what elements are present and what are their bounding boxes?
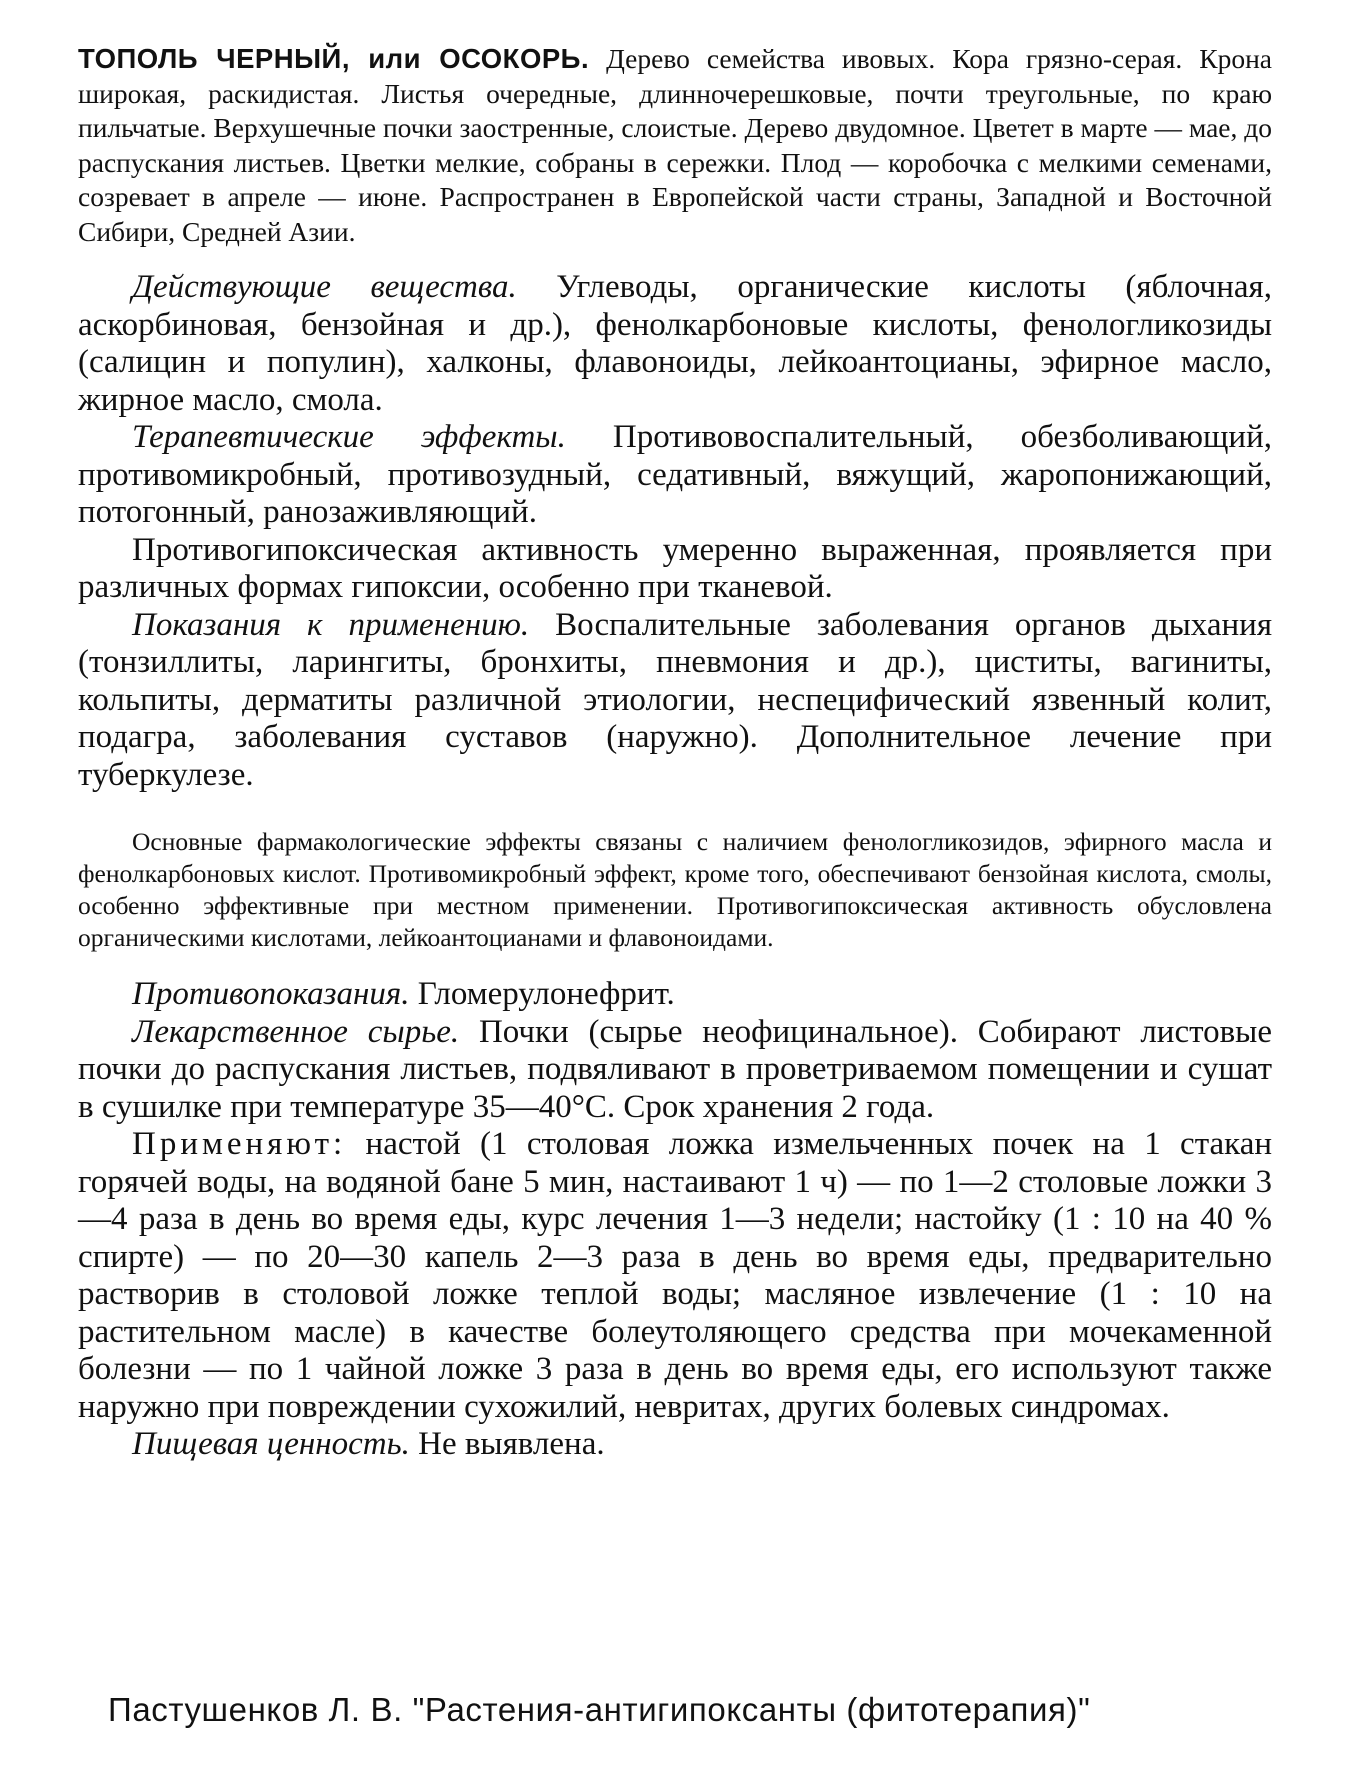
pharmacology-note-text: Основные фармакологические эффекты связаны с наличием фенологликозидов, эфирного масла и фенолкарбоновых кислот. Противомикробный эффект, кроме того, обеспечивают бензойная кислота, смолы, особенно эффективные при местном применении. Противогипоксическая активность обусловлена органическими кислотами, лейкоантоцианами и флавоноидами. (78, 827, 1272, 952)
raw-material-heading: Лекарственное сырье. (132, 1013, 460, 1050)
raw-material-paragraph (78, 1014, 1272, 1127)
contraindications-text: Гломерулонефрит. (417, 976, 675, 1012)
contraindications-paragraph (78, 976, 1272, 1014)
indications-paragraph (78, 607, 1272, 795)
document-page (78, 42, 1272, 1464)
food-value-paragraph (78, 1426, 1272, 1464)
contraindications-heading: Противопоказания. (132, 976, 410, 1012)
active-substances-heading: Действующие вещества. (132, 269, 517, 305)
source-citation: Пастушенков Л. В. "Растения-антигипоксанты (фитотерапия)" (108, 1691, 1091, 1728)
indications-heading: Показания к применению. (132, 606, 530, 643)
active-substances-paragraph (78, 269, 1272, 419)
raw-material-text: Почки (сырье неофицинальное). Собирают листовые почки до распускания листьев, подвяливают в проветриваемом помещении и сушат в сушилке при температуре 35—40°С. Срок хранения 2 года. (78, 1013, 1273, 1125)
food-value-heading: Пищевая ценность. (132, 1426, 410, 1462)
food-value-text: Не выявлена. (418, 1426, 605, 1462)
entry-description: Дерево семейства ивовых. Кора грязно-серая. Крона широкая, раскидистая. Листья очередные, длинночерешковые, почти треугольные, по краю пильчатые. Верхушечные почки заостренные, слоистые. Дерево двудомное. Цветет в марте — мае, до распускания листьев. Цветки мелкие, собраны в сережки. Плод — коробочка с мелкими семенами, созревает в апреле — июне. Распространен в Европейской части страны, Западной и Восточной Сибири, Средней Азии. (78, 43, 1273, 247)
usage-text: настой (1 столовая ложка измельченных почек на 1 стакан горячей воды, на водяной бане 5 мин, настаивают 1 ч) — по 1—2 столовые ложки 3—4 раза в день во время еды, курс лечения 1—3 недели; настойку (1 : 10 на 40 % спирте) — по 20—30 капель 2—3 раза в день во время еды, предварительно растворив в столовой ложке теплой воды; масляное извлечение (1 : 10 на растительном масле) в качестве болеутоляющего средства при мочекаменной болезни — по 1 чайной ложке 3 раза в день во время еды, его используют также наружно при повреждении сухожилий, невритах, других болевых синдромах. (78, 1126, 1273, 1425)
indications-text: Воспалительные заболевания органов дыхания (тонзиллиты, ларингиты, бронхиты, пневмония и др.), циститы, вагиниты, кольпиты, дерматиты различной этиологии, неспецифический язвенный колит, подагра, заболевания суставов (наружно). Дополнительное лечение при туберкулезе. (78, 606, 1272, 793)
usage-paragraph (78, 1126, 1272, 1426)
entry-intro-paragraph (78, 42, 1272, 249)
pharmacology-note-paragraph (78, 826, 1272, 954)
hypoxia-paragraph (78, 532, 1272, 607)
active-substances-text: Углеводы, органические кислоты (яблочная, аскорбиновая, бензойная и др.), фенолкарбоновые кислоты, фенологликозиды (салицин и популин), халконы, флавоноиды, лейкоантоцианы, эфирное масло, жирное масло, смола. (78, 269, 1272, 418)
therapeutic-effects-paragraph (78, 419, 1272, 532)
entry-title: ТОПОЛЬ ЧЕРНЫЙ, или ОСОКОРЬ. (78, 43, 590, 74)
therapeutic-effects-text: Противовоспалительный, обезболивающий, противомикробный, противозудный, седативный, вяжущий, жаропонижающий, потогонный, ранозаживляющий. (78, 419, 1272, 530)
therapeutic-effects-heading: Терапевтические эффекты. (132, 419, 566, 455)
usage-heading: Применяют: (132, 1126, 347, 1162)
hypoxia-text: Противогипоксическая активность умеренно выраженная, проявляется при различных формах гипоксии, особенно при тканевой. (78, 531, 1272, 605)
